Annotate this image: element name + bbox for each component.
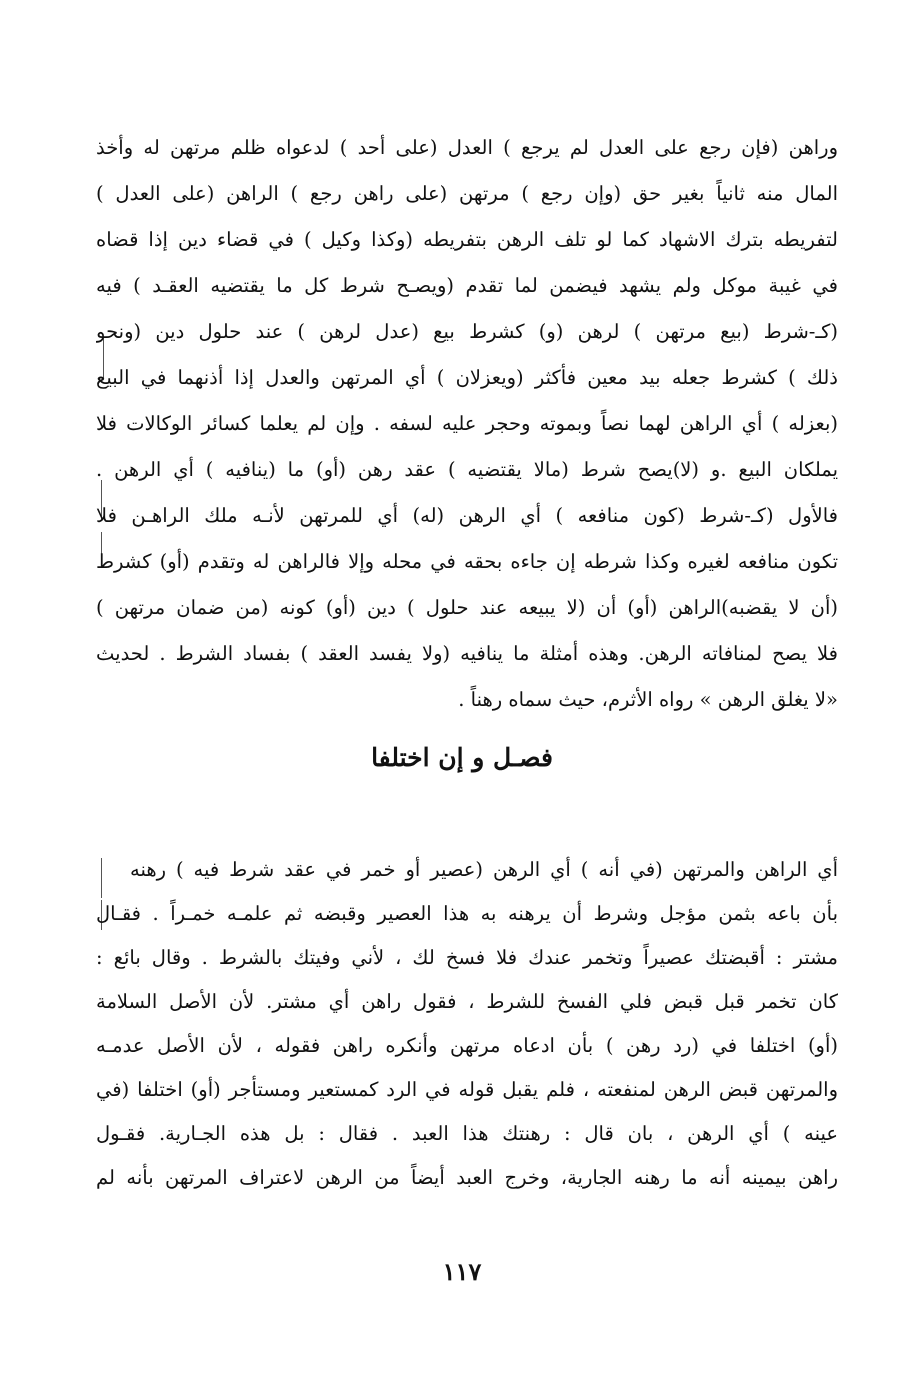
text-line: «لا يغلق الرهن » رواه الأثرم، حيث سماه رهناً .: [458, 688, 838, 711]
text-line: فالأول (كـ-شرط (كون منافعه ) أي الرهن (له) أي للمرتهن لأنـه ملك الراهـن فلا: [96, 504, 838, 527]
text-line: عينه ) أي الرهن ، بان قال : رهنتك هذا العبد . فقال : بل هذه الجـارية. فقـول: [96, 1122, 838, 1145]
text-line: وراهن (فإن رجع على العدل لم يرجع ) العدل (على أحد ) لدعواه ظلم مرتهن له وأخذ: [96, 136, 838, 159]
text-line: (أو) اختلفا في (رد رهن ) بأن ادعاه مرتهن وأنكره راهن فقوله ، لأن الأصل عدمـه: [96, 1034, 838, 1057]
text-line: (بعزله ) أي الراهن لهما نصاً وبموته وحجر عليه لسفه . وإن لم يعلما كسائر الوكالات فلا: [96, 412, 838, 435]
text-line: مشتر : أقبضتك عصيراً وتخمر عندك فلا فسخ لك ، لأني وفيتك بالشرط . وقال بائع :: [96, 946, 838, 969]
text-line: (أن لا يقضبه)الراهن (أو) أن (لا يبيعه عند حلول ) دين (أو) كونه (من ضمان مرتهن ): [96, 596, 838, 619]
text-line: راهن بيمينه أنه ما رهنه الجارية، وخرج العبد أيضاً من الرهن لاعتراف المرتهن بأنه لم: [96, 1166, 838, 1189]
text-line: كان تخمر قبل قبض فلي الفسخ للشرط ، فقول راهن أي مشتر. لأن الأصل السلامة: [96, 990, 838, 1013]
text-line: المال منه ثانياً بغير حق (وإن رجع ) مرتهن (على راهن رجع ) الراهن (على العدل ): [96, 182, 838, 205]
text-line: (كـ-شرط (بيع مرتهن ) لرهن (و) كشرط بيع (عدل لرهن ) عند حلول دين (ونحو: [96, 320, 838, 343]
text-line: لتفريطه بترك الاشهاد كما لو تلف الرهن بتفريطه (وكذا وكيل ) في قضاء دين إذا قضاه: [96, 228, 838, 251]
text-line: يملكان البيع .و (لا)يصح شرط (مالا يقتضيه ) عقد رهن (أو) ما (ينافيه ) أي الرهن .: [96, 458, 838, 481]
text-line: في غيبة موكل ولم يشهد فيضمن لما تقدم (ويصـح شرط كل ما يقتضيه العقـد ) فيه: [96, 274, 838, 297]
text-line: تكون منافعه لغيره وكذا شرطه إن جاءه بحقه في محله وإلا فالراهن له وتقدم (أو) كشرط: [96, 550, 838, 573]
page-number: ١١٧: [442, 1257, 482, 1286]
text-line: فلا يصح لمنافاته الرهن. وهذه أمثلة ما ينافيه (ولا يفسد العقد ) بفساد الشرط . لحديث: [96, 642, 838, 665]
text-line: بأن باعه بثمن مؤجل وشرط أن يرهنه به هذا العصير وقبضه ثم علمـه خمـراً . فقـال: [96, 902, 838, 925]
text-line: أي الراهن والمرتهن (في أنه ) أي الرهن (عصير أو خمر في عقد شرط فيه ) رهنه: [130, 858, 838, 881]
text-line: ذلك ) كشرط جعله بيد معين فأكثر (ويعزلان ) أي المرتهن والعدل إذا أذنهما في البيع: [96, 366, 838, 389]
section-heading: فصـل و إن اختلفا: [371, 743, 553, 772]
text-line: والمرتهن قبض الرهن لمنفعته ، فلم يقبل قوله في الرد كمستعير ومستأجر (أو) اختلفا (في: [96, 1078, 838, 1101]
